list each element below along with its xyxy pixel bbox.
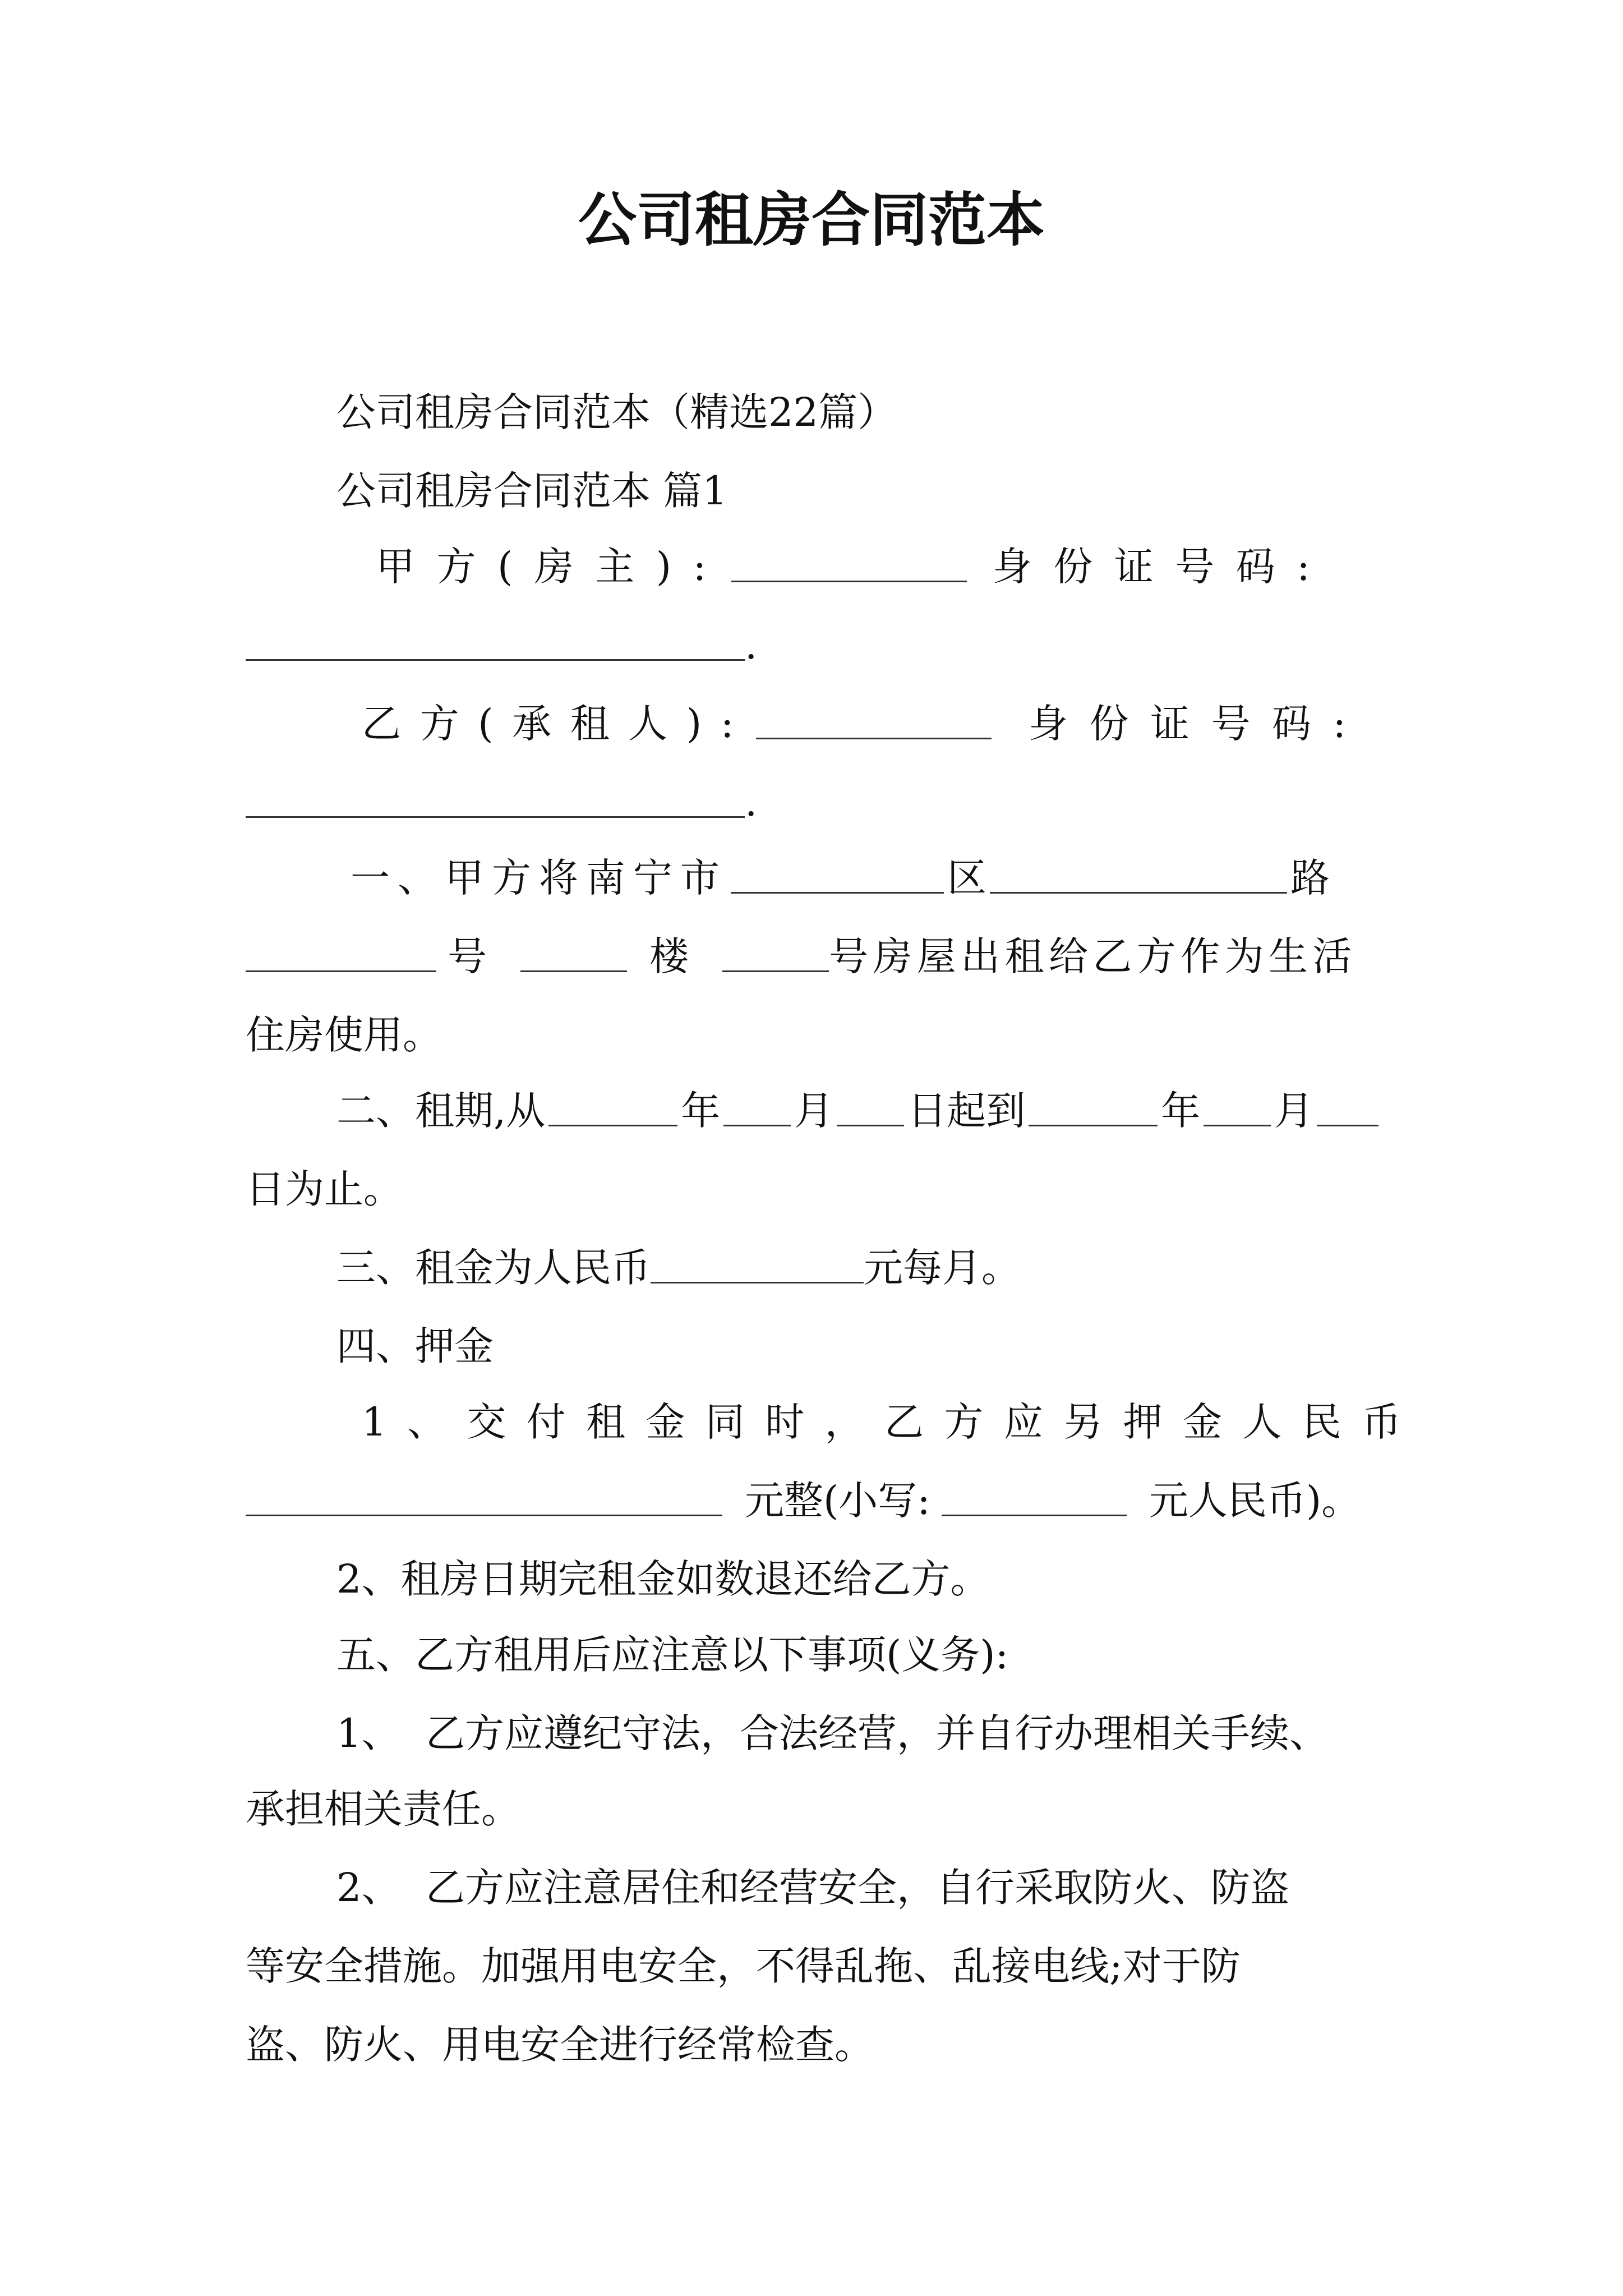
section-heading: 公司租房合同范本 篇1 (336, 468, 727, 514)
party-b-line (362, 701, 1368, 747)
clause-2-text-c: 日为止。 (246, 1166, 403, 1212)
end-day-blank (1317, 1124, 1378, 1126)
clause-1-line-1 (351, 855, 1330, 901)
clause-4-1-text-b: 元整(小写: (745, 1478, 930, 1524)
clause-1-text-b: 区 (947, 855, 986, 901)
deposit-amount-blank (246, 1514, 722, 1516)
subtitle: 公司租房合同范本（精选22篇） (336, 389, 897, 435)
period-mark: . (745, 622, 758, 668)
clause-4-1-text-c: 元人民币)。 (1149, 1478, 1361, 1524)
clause-4-2: 2、租房日期完租金如数退还给乙方。 (336, 1556, 990, 1602)
clause-5-heading: 五、乙方租用后应注意以下事项(义务): (336, 1632, 1009, 1678)
clause-3-text-a: 三、租金为人民币 (336, 1245, 651, 1291)
deposit-small-blank (942, 1514, 1127, 1516)
start-day-blank (837, 1124, 904, 1126)
clause-2-text-b: 日起到 (907, 1088, 1026, 1134)
clause-5-2-line-3: 盗、防火、用电安全进行经常检查。 (246, 2022, 874, 2068)
party-a-label: 甲方(房主): (376, 544, 728, 590)
start-month-blank (723, 1124, 791, 1126)
clause-5-1-line-1: 1、 乙方应遵纪守法，合法经营，并自行办理相关手续、 (336, 1710, 1329, 1756)
clause-1-text-a: 一、甲方将南宁市 (351, 855, 727, 901)
clause-1-text-f: 号房屋出租给乙方作为生活 (829, 933, 1357, 979)
party-b-id-line (246, 779, 758, 825)
clause-2-text-a: 二、租期,从 (336, 1088, 546, 1134)
clause-5-2-line-1: 2、 乙方应注意居住和经营安全，自行采取防火、防盗 (336, 1865, 1290, 1911)
road-blank (990, 891, 1287, 894)
start-year-blank (548, 1124, 677, 1126)
clause-5-2-line-2: 等安全措施。加强用电安全，不得乱拖、乱接电线;对于防 (246, 1943, 1241, 1989)
party-b-label: 乙方(承租人): (362, 701, 753, 747)
clause-4-1-line-2 (246, 1478, 1361, 1524)
party-a-id-line (246, 622, 758, 668)
clause-3-line (336, 1245, 1021, 1291)
clause-1-text-d: 号 (448, 933, 487, 979)
building-blank (520, 970, 627, 972)
month-label: 月 (1274, 1088, 1314, 1134)
party-b-id-label: 身份证号码: (1029, 701, 1368, 747)
document-title: 公司租房合同范本 (578, 185, 1045, 254)
clause-2-line-1 (336, 1088, 1382, 1134)
clause-1-text-c: 路 (1290, 855, 1330, 901)
clause-4-heading: 四、押金 (336, 1323, 494, 1369)
district-blank (731, 891, 944, 894)
clause-4-1-line-1 (362, 1399, 1422, 1445)
party-b-id-blank (246, 816, 745, 818)
clause-1-text-g: 住房使用。 (246, 1012, 442, 1058)
party-a-id-label: 身份证号码: (992, 544, 1332, 590)
period-mark: . (745, 779, 758, 825)
clause-3-text-b: 元每月。 (864, 1245, 1021, 1291)
clause-1-text-e: 楼 (649, 933, 689, 979)
party-a-line (376, 544, 1332, 590)
rent-blank (651, 1281, 864, 1283)
end-year-blank (1029, 1124, 1158, 1126)
party-b-name-blank (756, 737, 992, 739)
end-month-blank (1204, 1124, 1271, 1126)
number-blank (246, 970, 436, 972)
clause-4-1-text-a: 1、交付租金同时，乙方应另押金人民币 (362, 1399, 1422, 1445)
year-label: 年 (681, 1088, 721, 1134)
year-label: 年 (1161, 1088, 1201, 1134)
room-blank (722, 970, 829, 972)
clause-1-line-2 (246, 933, 1357, 979)
clause-5-1-line-2: 承担相关责任。 (246, 1786, 520, 1832)
month-label: 月 (794, 1088, 834, 1134)
party-a-id-blank (246, 659, 745, 661)
party-a-name-blank (731, 580, 967, 582)
